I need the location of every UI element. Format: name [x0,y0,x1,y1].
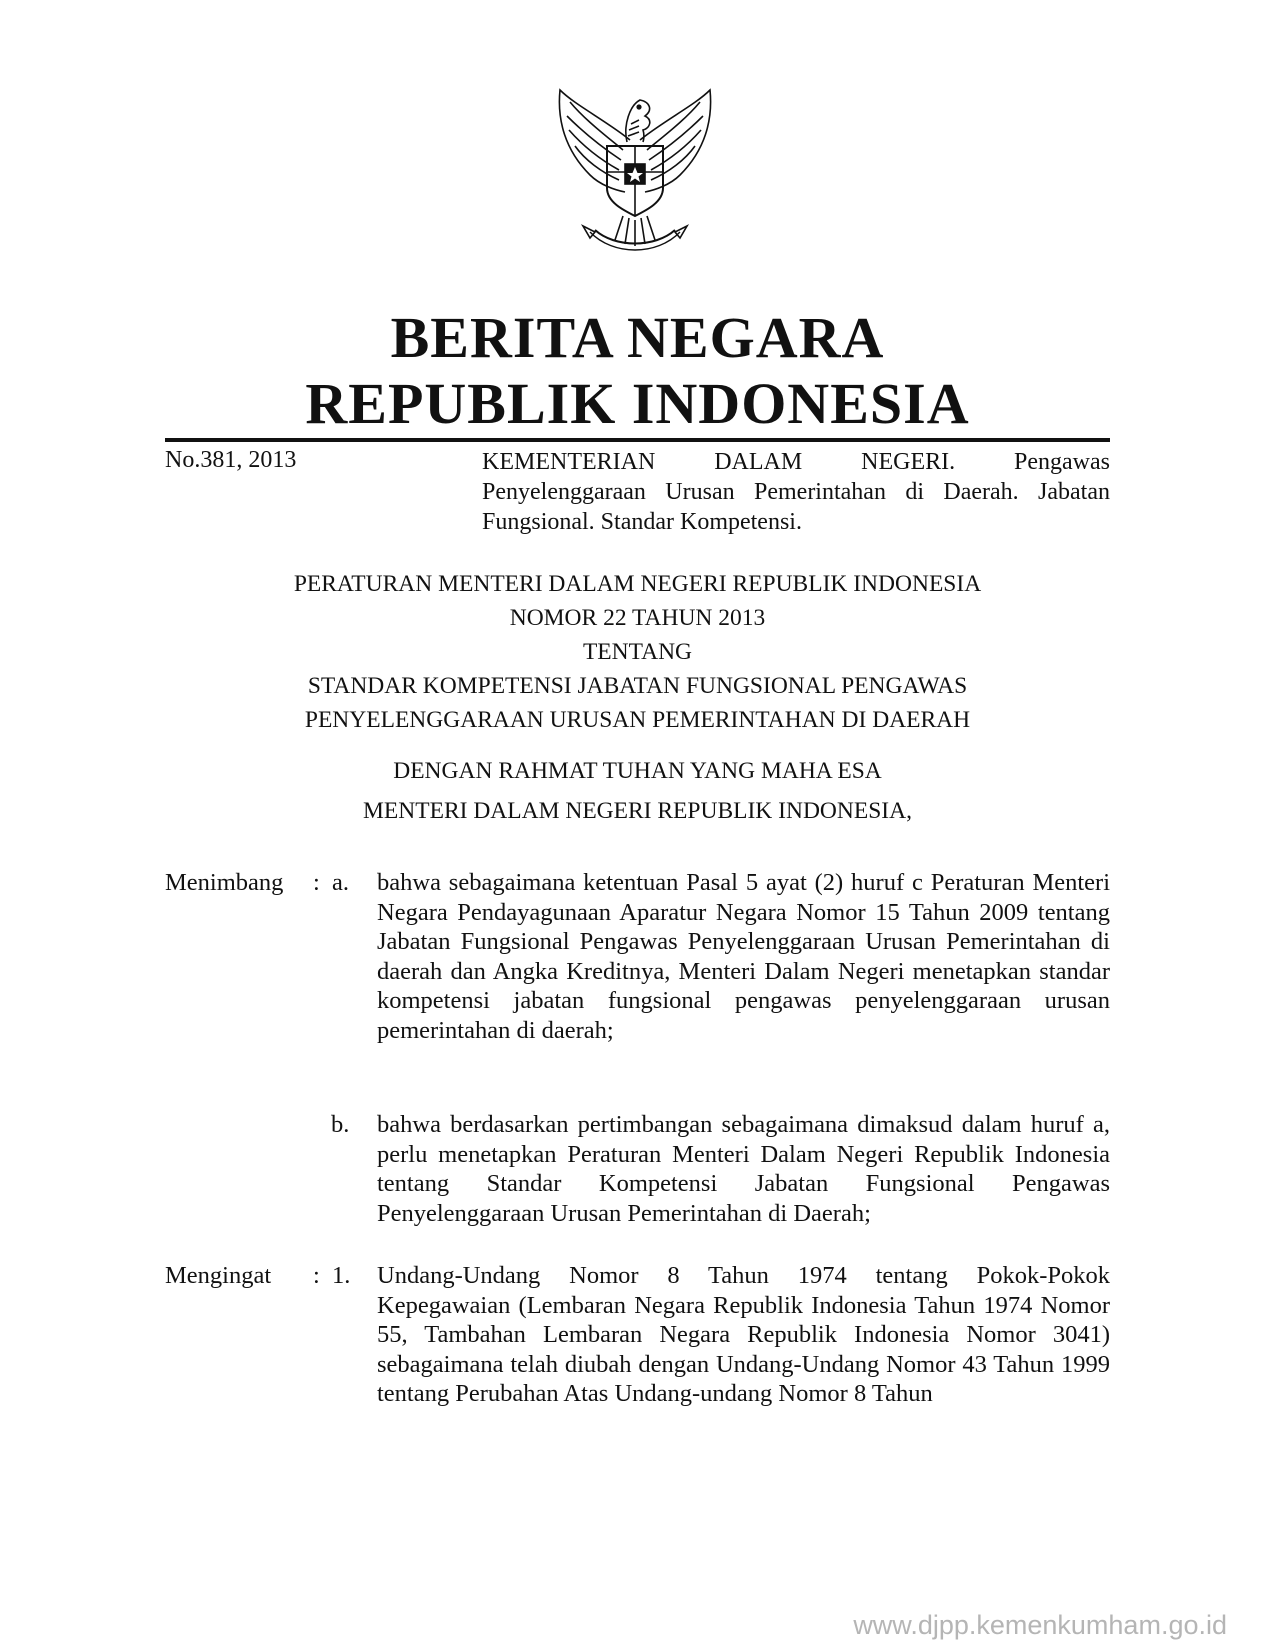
menimbang-colon: : [313,869,320,896]
garuda-emblem-icon [535,80,735,280]
regulation-about: TENTANG [582,639,693,665]
item-marker: a. [332,869,349,896]
gazette-number: No.381, 2013 [165,447,297,473]
regulation-subject-line1: STANDAR KOMPETENSI JABATAN FUNGSIONAL PENGAWAS [307,673,968,699]
issuer: MENTERI DALAM NEGERI REPUBLIK INDONESIA, [363,798,912,824]
gazette-title-line1: BERITA NEGARA [390,305,885,370]
item-marker: b. [331,1111,350,1138]
regulation-number: NOMOR 22 TAHUN 2013 [509,605,766,631]
header-divider [165,438,1110,442]
menimbang-text-b: bahwa berdasarkan pertimbangan sebagaimana dimaksud dalam huruf a, perlu menetapkan Peraturan Menteri Dalam Negeri Republik Indonesia tentang Standar Kompetensi Jabatan Fungsional Pengawas Penyelenggaraan Urusan Pemerintahan di Daerah; [377,1111,1110,1227]
source-url-watermark: www.djpp.kemenkumham.go.id [853,1610,1227,1640]
gazette-description: KEMENTERIAN DALAM NEGERI. Pengawas Penyelenggaraan Urusan Pemerintahan di Daerah. Jabatan Fungsional. Standar Kompetensi. [482,449,1110,535]
mengingat-text-1: Undang-Undang Nomor 8 Tahun 1974 tentang Pokok-Pokok Kepegawaian (Lembaran Negara Republik Indonesia Tahun 1974 Nomor 55, Tambahan Lembaran Negara Republik Indonesia Nomor 3041) sebagaimana telah diubah dengan Undang-Undang Nomor 43 Tahun 1999 tentang Perubahan Atas Undang-undang Nomor 8 Tahun [377,1262,1110,1407]
invocation: DENGAN RAHMAT TUHAN YANG MAHA ESA [393,758,882,784]
mengingat-colon: : [313,1262,320,1289]
menimbang-text-a: bahwa sebagaimana ketentuan Pasal 5 ayat (2) huruf c Peraturan Menteri Negara Pendayagunaan Aparatur Negara Nomor 15 Tahun 2009 tentang Jabatan Fungsional Pengawas Penyelenggaraan Urusan Pemerintahan di daerah dan Angka Kreditnya, Menteri Dalam Negeri menetapkan standar kompetensi jabatan fungsional pengawas penyelenggaraan urusan pemerintahan di daerah; [377,869,1110,1044]
item-marker: 1. [332,1262,351,1289]
regulation-subject-line2: PENYELENGGARAAN URUSAN PEMERINTAHAN DI DAERAH [304,707,971,733]
menimbang-label: Menimbang [165,869,284,896]
mengingat-label: Mengingat [165,1262,272,1289]
gazette-title-line2: REPUBLIK INDONESIA [305,371,970,436]
regulation-title: PERATURAN MENTERI DALAM NEGERI REPUBLIK INDONESIA [293,571,982,597]
